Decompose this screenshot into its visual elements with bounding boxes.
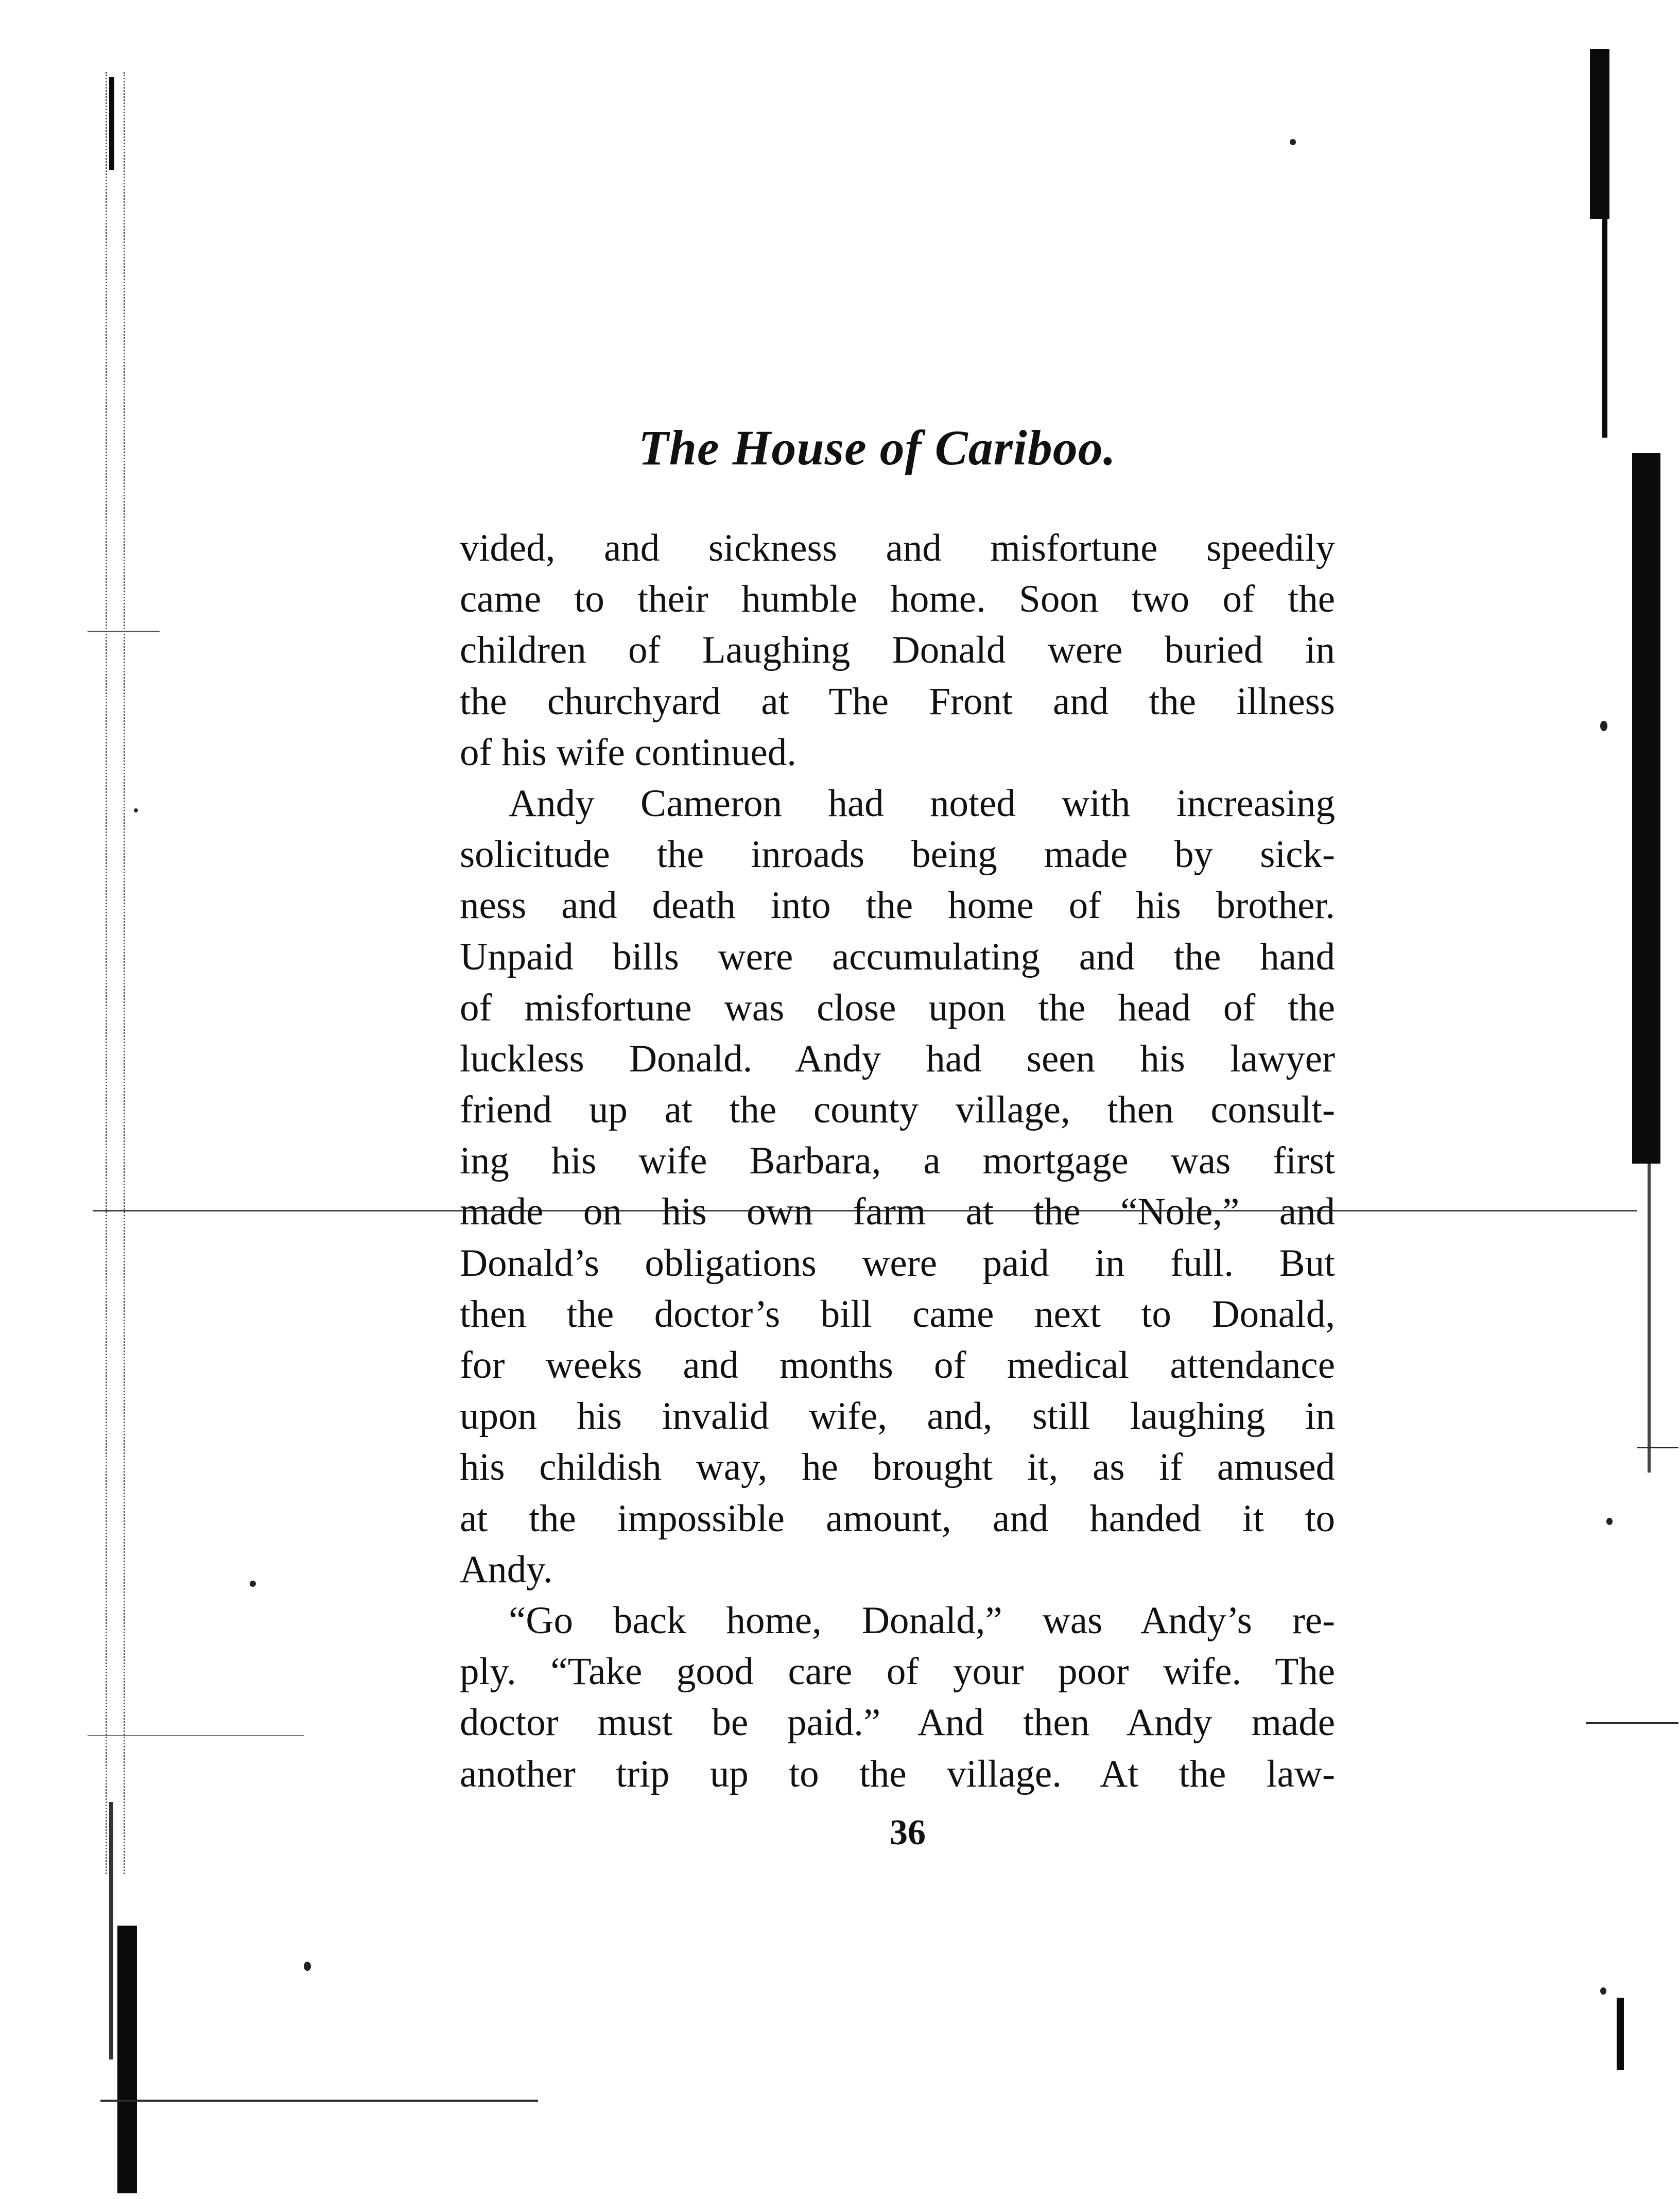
text-line: the churchyard at The Front and the illness — [460, 680, 1335, 723]
text-line: ing his wife Barbara, a mortgage was first — [460, 1139, 1335, 1183]
scan-speck — [250, 1581, 256, 1587]
scan-edge-shadow-right-low — [1632, 453, 1660, 1164]
page-number: 36 — [890, 1813, 926, 1852]
scan-edge-shadow-right-mid — [1602, 216, 1607, 438]
text-line: for weeks and months of medical attendance — [460, 1344, 1335, 1387]
running-head: The House of Cariboo. — [638, 420, 1116, 475]
text-line: Andy Cameron had noted with increasing — [509, 782, 1335, 825]
text-line: made on his own farm at the “Nole,” and — [460, 1190, 1335, 1234]
text-line: luckless Donald. Andy had seen his lawyer — [460, 1037, 1335, 1080]
text-line: vided, and sickness and misfortune speedily — [460, 527, 1335, 569]
text-line: upon his invalid wife, and, still laughing in — [460, 1395, 1335, 1438]
text-line: doctor must be paid.” And then Andy made — [460, 1701, 1335, 1744]
scan-line-right-mid — [1637, 1447, 1678, 1448]
scan-edge-left-bottom — [117, 1926, 137, 2193]
text-line: “Go back home, Donald,” was Andy’s re- — [509, 1599, 1335, 1642]
scan-line-left-lower — [88, 1735, 304, 1736]
scan-gutter-dots-left-1 — [106, 72, 107, 1874]
scan-speck — [304, 1962, 311, 1971]
text-line: then the doctor’s bill came next to Donald, — [460, 1292, 1335, 1336]
scan-speck — [1600, 721, 1607, 731]
text-line: Andy. — [460, 1548, 553, 1591]
text-line: at the impossible amount, and handed it to — [460, 1497, 1335, 1540]
text-line: of his wife continued. — [460, 731, 797, 774]
scan-edge-mark-right-bottom — [1617, 1998, 1624, 2070]
text-line: ness and death into the home of his brother. — [460, 884, 1335, 927]
scan-line-left-mid — [88, 631, 160, 632]
scan-edge-left-top — [109, 77, 114, 170]
scan-line-bottom — [100, 2100, 538, 2102]
text-line: Donald’s obligations were paid in full. But — [460, 1241, 1335, 1285]
scan-edge-left-bottom-thin — [109, 1802, 113, 2059]
text-line: friend up at the county village, then consult- — [460, 1088, 1335, 1132]
scan-edge-shadow-right-thin — [1648, 1164, 1651, 1473]
text-line: of misfortune was close upon the head of the — [460, 986, 1335, 1029]
scan-gutter-dots-left-2 — [124, 72, 125, 1874]
scan-speck — [1600, 1987, 1606, 1995]
text-line: Unpaid bills were accumulating and the hand — [460, 935, 1335, 978]
scan-speck — [134, 808, 138, 812]
text-line: ply. “Take good care of your poor wife. The — [460, 1650, 1335, 1693]
scan-speck — [1606, 1518, 1613, 1525]
text-line: another trip up to the village. At the law- — [460, 1752, 1335, 1795]
text-line: children of Laughing Donald were buried in — [460, 629, 1335, 672]
scan-edge-shadow-right-top — [1590, 49, 1609, 219]
scan-line-right-lower — [1586, 1722, 1678, 1724]
text-line: came to their humble home. Soon two of the — [460, 578, 1335, 621]
text-line: his childish way, he brought it, as if amused — [460, 1446, 1335, 1489]
scan-speck — [1290, 139, 1296, 145]
body-text — [460, 523, 1335, 1799]
text-line: solicitude the inroads being made by sick- — [460, 833, 1335, 876]
